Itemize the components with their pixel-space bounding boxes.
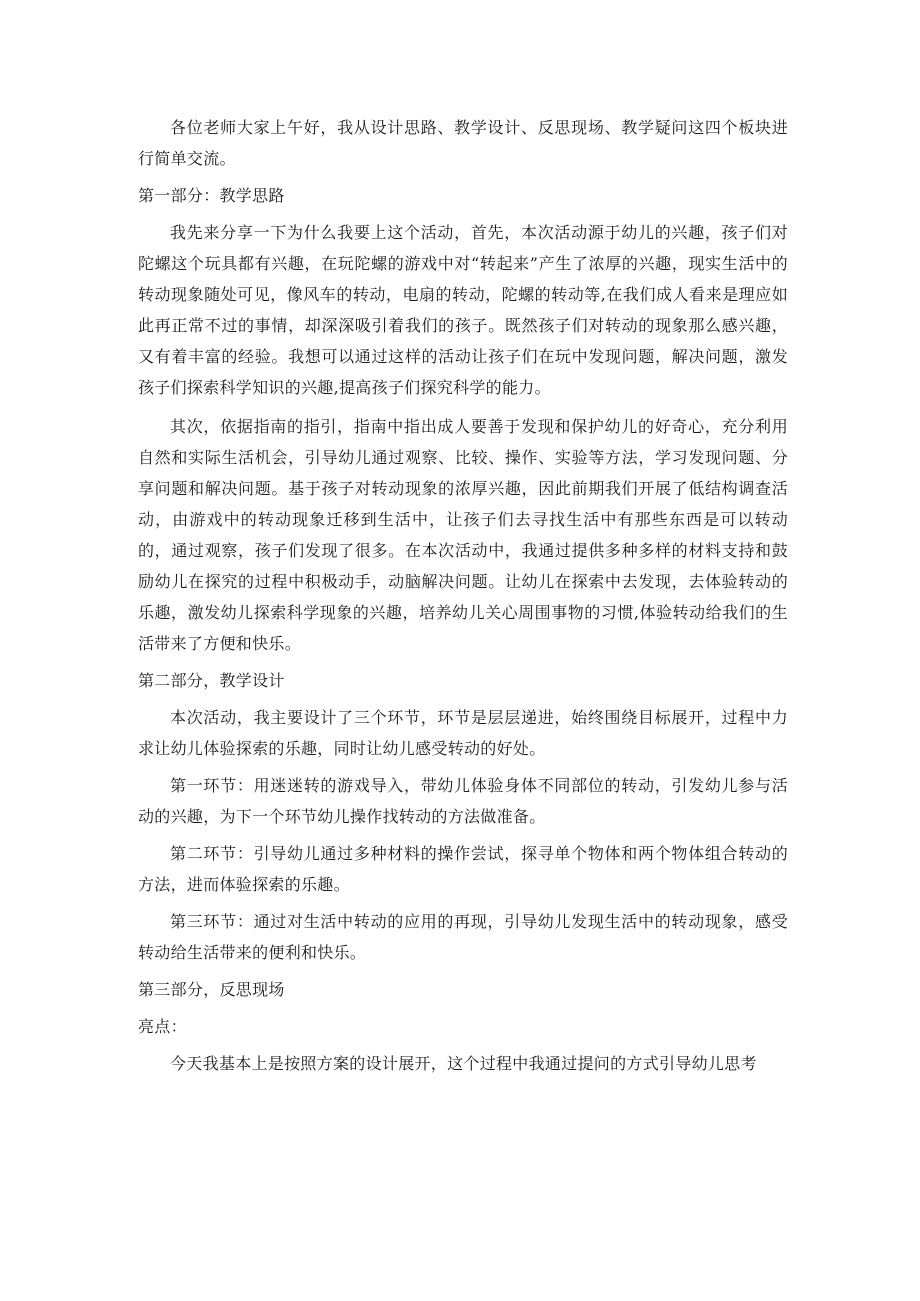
section2-heading: 第二部分，教学设计: [138, 671, 285, 690]
section2-paragraph-4: 第三环节：通过对生活中转动的应用的再现，引导幼儿发现生活中的转动现象，感受转动给生活带来的便利和快乐。: [138, 912, 788, 962]
intro-paragraph: 各位老师大家上午好，我从设计思路、教学设计、反思现场、教学疑问这四个板块进行简单交流。: [138, 118, 788, 168]
highlights-label: 亮点：: [138, 1017, 187, 1036]
section3-heading: 第三部分，反思现场: [138, 980, 285, 999]
section1-paragraph-1: 我先来分享一下为什么我要上这个活动，首先，本次活动源于幼儿的兴趣，孩子们对陀螺这个玩具都有兴趣，在玩陀螺的游戏中对“转起来”产生了浓厚的兴趣，现实生活中的转动现象随处可见，像风车的转动，电扇的转动，陀螺的转动等,在我们成人看来是理应如此再正常不过的事情，却深深吸引着我们的孩子。既然孩子们对转动的现象那么感兴趣，又有着丰富的经验。我想可以通过这样的活动让孩子们在玩中发现问题，解决问题，激发孩子们探索科学知识的兴趣,提高孩子们探究科学的能力。: [138, 223, 788, 397]
section1-paragraph-2: 其次，依据指南的指引，指南中指出成人要善于发现和保护幼儿的好奇心，充分利用自然和实际生活机会，引导幼儿通过观察、比较、操作、实验等方法，学习发现问题、分享问题和解决问题。基于孩子对转动现象的浓厚兴趣，因此前期我们开展了低结构调查活动，由游戏中的转动现象迁移到生活中，让孩子们去寻找生活中有那些东西是可以转动的，通过观察，孩子们发现了很多。在本次活动中，我通过提供多种多样的材料支持和鼓励幼儿在探究的过程中积极动手，动脑解决问题。让幼儿在探索中去发现，去体验转动的乐趣，激发幼儿探索科学现象的兴趣，培养幼儿关心周围事物的习惯,体验转动给我们的生活带来了方便和快乐。: [138, 417, 788, 653]
section1-heading: 第一部分：教学思路: [138, 186, 285, 205]
section2-paragraph-2: 第一环节：用迷迷转的游戏导入，带幼儿体验身体不同部位的转动，引发幼儿参与活动的兴趣，为下一个环节幼儿操作找转动的方法做准备。: [138, 776, 788, 826]
section3-paragraph-1: 今天我基本上是按照方案的设计展开，这个过程中我通过提问的方式引导幼儿思考: [170, 1054, 757, 1073]
document-body: [138, 112, 788, 1079]
section2-paragraph-1: 本次活动，我主要设计了三个环节，环节是层层递进，始终围绕目标展开，过程中力求让幼儿体验探索的乐趣，同时让幼儿感受转动的好处。: [138, 708, 788, 758]
section2-paragraph-3: 第二环节：引导幼儿通过多种材料的操作尝试，探寻单个物体和两个物体组合转动的方法，进而体验探索的乐趣。: [138, 844, 788, 894]
